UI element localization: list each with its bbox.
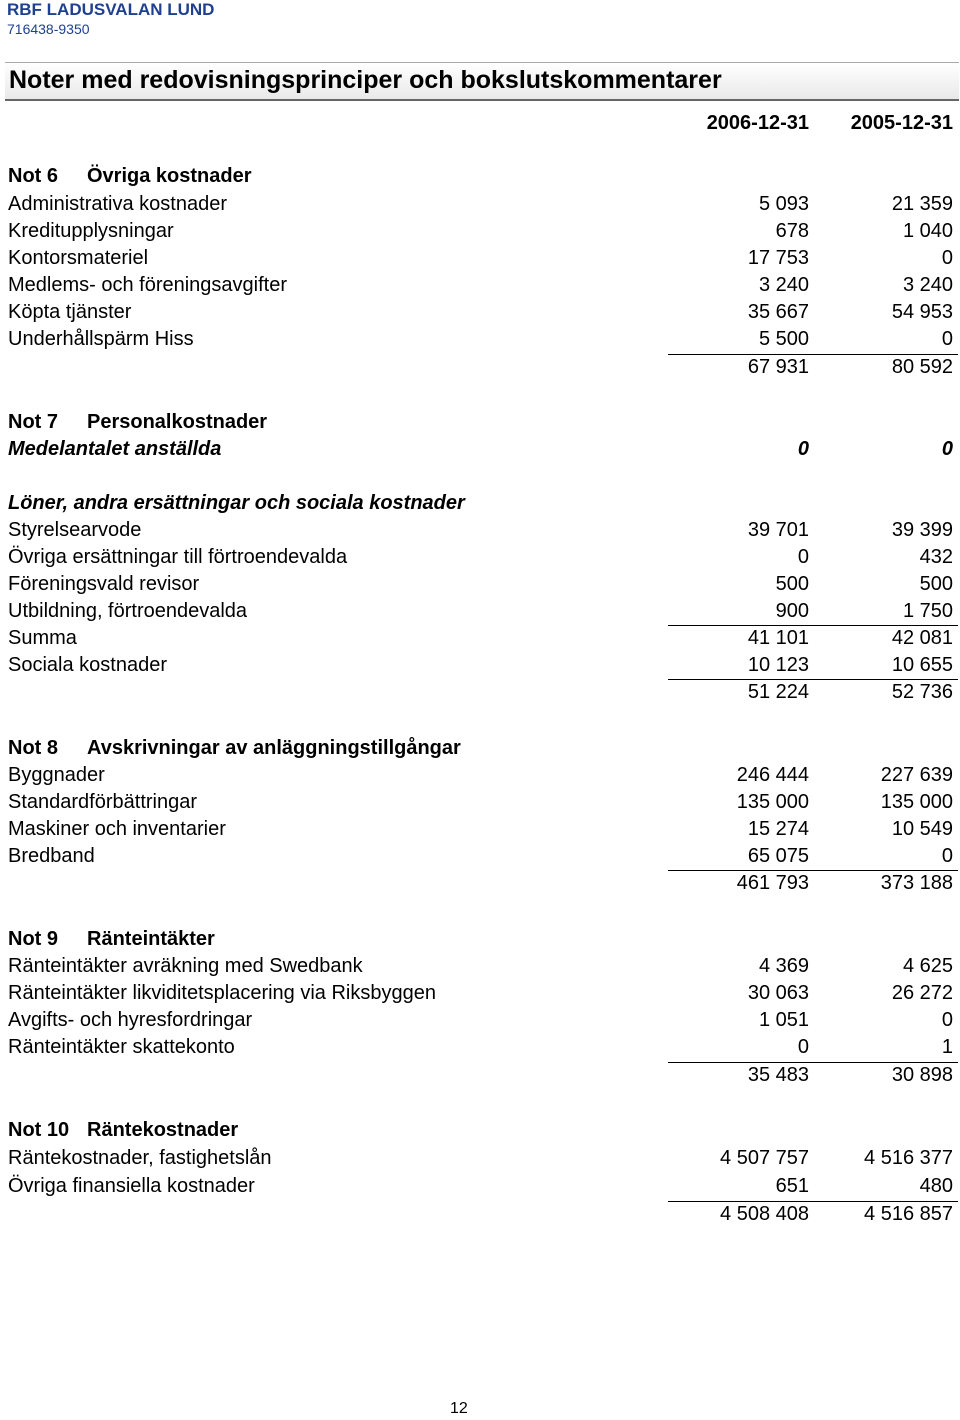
org-name: RBF LADUSVALAN LUND (7, 0, 215, 19)
table-row (0, 1175, 960, 1202)
table-row (0, 328, 960, 355)
page-number: 12 (450, 1400, 468, 1417)
note-title: Räntekostnader (87, 1119, 239, 1141)
table-row (0, 845, 960, 872)
table-row (0, 654, 960, 681)
org-number: 716438-9350 (7, 21, 90, 37)
row-label: Avgifts- och hyresfordringar (8, 1009, 253, 1031)
table-row (0, 818, 960, 845)
note-title: Övriga kostnader (87, 165, 252, 187)
value-2006: 5 093 (758, 193, 809, 215)
row-label: Summa (8, 627, 77, 649)
table-row (0, 1147, 960, 1174)
value-2005: 0 (941, 1009, 953, 1031)
row-label: Ränteintäkter avräkning med Swedbank (8, 955, 363, 977)
value-2006: 3 240 (758, 274, 809, 296)
row-label: Föreningsvald revisor (8, 573, 200, 595)
value-2005: 4 516 377 (864, 1147, 953, 1169)
value-2005: 0 (941, 438, 953, 460)
note-7-heading (8, 411, 267, 434)
value-2006: 135 000 (736, 791, 809, 813)
value-2006: 4 507 757 (720, 1147, 809, 1169)
row-label: Övriga finansiella kostnader (8, 1175, 255, 1197)
total-row (0, 1203, 960, 1230)
value-2005: 0 (941, 845, 953, 867)
note-10-heading (8, 1119, 238, 1142)
row-label: Standardförbättringar (8, 791, 198, 813)
value-2005: 1 040 (902, 220, 953, 242)
table-row (0, 955, 960, 982)
value-2006: 678 (775, 220, 809, 242)
value-2006: 0 (797, 546, 809, 568)
total-row (0, 681, 960, 708)
table-row (0, 1009, 960, 1036)
value-2006: 0 (797, 438, 809, 460)
value-2006: 15 274 (747, 818, 809, 840)
value-2006: 651 (775, 1175, 809, 1197)
row-label: Ränteintäkter likviditetsplacering via Riksbyggen (8, 982, 436, 1004)
table-row (0, 247, 960, 274)
value-2005: 0 (941, 247, 953, 269)
row-label: Kreditupplysningar (8, 220, 174, 242)
value-2006: 10 123 (747, 654, 809, 676)
value-2005: 135 000 (880, 791, 953, 813)
value-2005: 10 549 (891, 818, 953, 840)
value-2006: 5 500 (758, 328, 809, 350)
row-label: Byggnader (8, 764, 105, 786)
table-row (0, 600, 960, 627)
table-row (0, 764, 960, 791)
row-label: Styrelsearvode (8, 519, 142, 541)
title-bar (5, 62, 959, 101)
row-label: Räntekostnader, fastighetslån (8, 1147, 272, 1169)
total-2006: 35 483 (747, 1064, 809, 1086)
row-label: Bredband (8, 845, 95, 867)
total-row (0, 1064, 960, 1091)
note-title: Personalkostnader (87, 411, 268, 433)
row-label: Medelantalet anställda (8, 438, 222, 460)
row-label: Kontorsmateriel (8, 247, 149, 269)
note-number: Not 8 (8, 737, 58, 759)
value-2006: 0 (797, 1036, 809, 1058)
total-2005: 52 736 (891, 681, 953, 703)
table-row (0, 546, 960, 573)
row-label: Köpta tjänster (8, 301, 132, 323)
value-2005: 480 (919, 1175, 953, 1197)
table-row (0, 982, 960, 1009)
total-row (0, 872, 960, 899)
note-title: Ränteintäkter (87, 928, 215, 950)
value-2005: 1 750 (902, 600, 953, 622)
note-8-heading (8, 737, 461, 760)
value-2005: 26 272 (891, 982, 953, 1004)
section-subheading: Löner, andra ersättningar och sociala kostnader (8, 492, 465, 514)
value-2006: 39 701 (747, 519, 809, 541)
note-9-heading (8, 928, 215, 951)
total-2006: 51 224 (747, 681, 809, 703)
value-2006: 35 667 (747, 301, 809, 323)
value-2005: 42 081 (891, 627, 953, 649)
total-2005: 4 516 857 (864, 1203, 953, 1225)
total-2006: 461 793 (736, 872, 809, 894)
total-2005: 80 592 (891, 356, 953, 378)
table-row (0, 274, 960, 301)
value-2006: 500 (775, 573, 809, 595)
row-label: Maskiner och inventarier (8, 818, 226, 840)
row-label: Ränteintäkter skattekonto (8, 1036, 235, 1058)
table-row (0, 220, 960, 247)
total-2005: 373 188 (880, 872, 953, 894)
value-2005: 4 625 (902, 955, 953, 977)
value-2005: 3 240 (902, 274, 953, 296)
total-2006: 4 508 408 (720, 1203, 809, 1225)
value-2006: 4 369 (758, 955, 809, 977)
note-number: Not 6 (8, 165, 58, 187)
value-2005: 227 639 (880, 764, 953, 786)
note-6-heading (8, 165, 252, 188)
note-number: Not 9 (8, 928, 58, 950)
table-row (0, 1036, 960, 1063)
value-2006: 17 753 (747, 247, 809, 269)
summa-row (0, 627, 960, 654)
value-2006: 41 101 (747, 627, 809, 649)
value-2005: 10 655 (891, 654, 953, 676)
value-2005: 21 359 (891, 193, 953, 215)
value-2006: 900 (775, 600, 809, 622)
table-row (0, 573, 960, 600)
value-2005: 54 953 (891, 301, 953, 323)
row-label: Medlems- och föreningsavgifter (8, 274, 288, 296)
total-2005: 30 898 (891, 1064, 953, 1086)
row-label: Administrativa kostnader (8, 193, 227, 215)
value-2005: 1 (941, 1036, 953, 1058)
value-2006: 1 051 (758, 1009, 809, 1031)
value-2006: 246 444 (736, 764, 809, 786)
year-header-current: 2006-12-31 (706, 112, 809, 134)
value-2006: 65 075 (747, 845, 809, 867)
table-row (0, 301, 960, 328)
row-label: Sociala kostnader (8, 654, 167, 676)
row-label: Utbildning, förtroendevalda (8, 600, 248, 622)
note-number: Not 7 (8, 411, 58, 433)
table-row (0, 438, 960, 465)
value-2005: 500 (919, 573, 953, 595)
value-2005: 0 (941, 328, 953, 350)
table-row (0, 519, 960, 546)
total-row (0, 356, 960, 383)
table-row (0, 193, 960, 220)
year-header-previous: 2005-12-31 (850, 112, 953, 134)
row-label: Underhållspärm Hiss (8, 328, 194, 350)
value-2005: 39 399 (891, 519, 953, 541)
page-title: Noter med redovisningsprinciper och bokslutskommentarer (9, 66, 722, 94)
value-2006: 30 063 (747, 982, 809, 1004)
note-title: Avskrivningar av anläggningstillgångar (87, 737, 461, 759)
row-label: Övriga ersättningar till förtroendevalda (8, 546, 348, 568)
total-2006: 67 931 (747, 356, 809, 378)
value-2005: 432 (919, 546, 953, 568)
note-number: Not 10 (8, 1119, 70, 1141)
table-row (0, 791, 960, 818)
